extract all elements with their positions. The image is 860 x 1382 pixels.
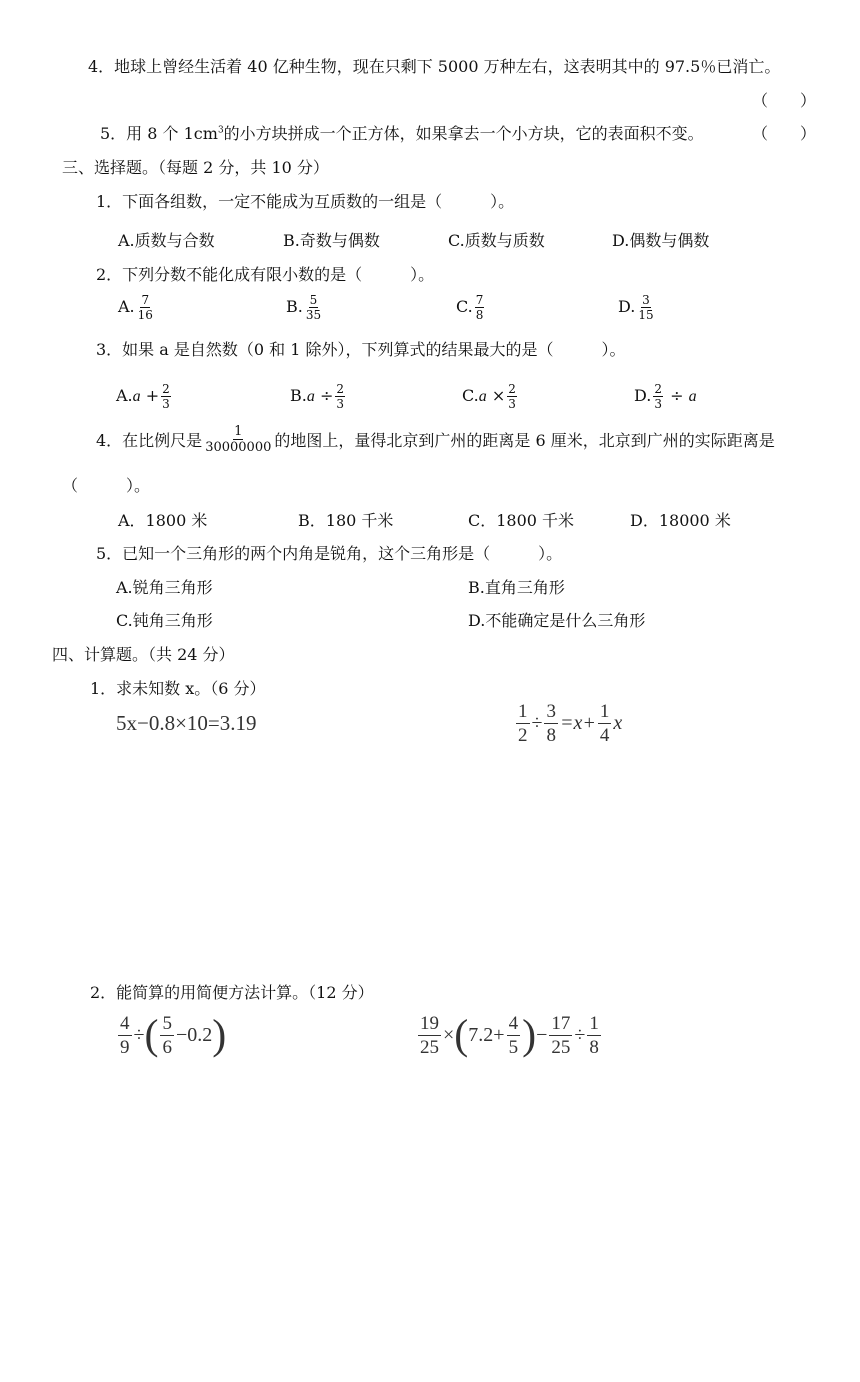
choice-q5-stem: 5．已知一个三角形的两个内角是锐角，这个三角形是（ ）。 — [96, 544, 563, 563]
choice-q4-stem: 4．在比例尺是 $\frac{1}{30000000}$ 的地图上，量得北京到广州的距离是 6 厘米，北京到广州的实际距离是 — [96, 424, 775, 455]
choice-q3-option-d[interactable]: D. $\frac{2}{3}$ ÷ a — [634, 382, 697, 411]
choice-q1-option-b[interactable]: B.奇数与偶数 — [283, 231, 380, 250]
fraction: $\frac{5}{6}$ — [162, 1013, 172, 1058]
fraction: $\frac{1}{4}$ — [599, 701, 610, 746]
choice-q3-option-b[interactable]: B.a ÷ $\frac{2}{3}$ — [290, 382, 344, 411]
choice-q3-stem: 3．如果 a 是自然数（0 和 1 除外），下列算式的结果最大的是（ ）。 — [96, 340, 626, 359]
calc-section-heading: 四、计算题。（共 24 分） — [52, 645, 235, 664]
choice-q1-option-a[interactable]: A.质数与合数 — [118, 231, 215, 250]
choice-q2-stem: 2．下列分数不能化成有限小数的是（ ）。 — [96, 265, 435, 284]
expression-2: $\frac{19}{25}$ ×(7.2+ $\frac{4}{5}$ )− $\frac{17}{25}$ ÷ $\frac{1}{8}$ — [420, 1012, 599, 1059]
calc-sub2-heading: 2．能简算的用简便方法计算。（12 分） — [90, 983, 374, 1002]
fraction: $\frac{2}{3}$ — [654, 382, 662, 411]
choice-q4-option-b[interactable]: B．180 千米 — [298, 511, 394, 530]
equation-2: $\frac{1}{2}$ ÷ $\frac{3}{8}$ =x+ $\frac{1}{4}$ x — [518, 701, 623, 746]
choice-q2-option-b[interactable]: B. $\frac{5}{35}$ — [286, 293, 322, 322]
fraction: $\frac{3}{15}$ — [638, 293, 654, 322]
scale-fraction: $\frac{1}{30000000}$ — [205, 424, 272, 455]
choice-q4-option-c[interactable]: C．1800 千米 — [468, 511, 575, 530]
fraction: $\frac{2}{3}$ — [162, 382, 170, 411]
fraction: $\frac{3}{8}$ — [546, 701, 556, 746]
choice-q1-option-d[interactable]: D.偶数与偶数 — [612, 231, 710, 250]
choice-q5-option-d[interactable]: D.不能确定是什么三角形 — [468, 611, 646, 630]
choice-q5-option-c[interactable]: C.钝角三角形 — [116, 611, 213, 630]
choice-q4-option-a[interactable]: A．1800 米 — [118, 511, 208, 530]
fraction: $\frac{7}{16}$ — [137, 293, 153, 322]
fraction: $\frac{2}{3}$ — [508, 382, 516, 411]
choice-q1-option-c[interactable]: C.质数与质数 — [448, 231, 545, 250]
judge-q5-answer-paren[interactable]: （ ） — [752, 124, 817, 143]
judge-q4-answer-paren[interactable]: （ ） — [752, 91, 817, 110]
choice-q5-option-b[interactable]: B.直角三角形 — [468, 578, 565, 597]
choice-q1-stem: 1．下面各组数，一定不能成为互质数的一组是（ ）。 — [96, 192, 515, 211]
fraction: $\frac{2}{3}$ — [336, 382, 344, 411]
choice-q4-stem-line2: （ ）。 — [62, 476, 151, 495]
fraction: $\frac{17}{25}$ — [551, 1013, 571, 1058]
fraction: $\frac{7}{8}$ — [475, 293, 484, 322]
fraction: $\frac{19}{25}$ — [420, 1013, 439, 1058]
choice-q2-option-d[interactable]: D. $\frac{3}{15}$ — [618, 293, 654, 322]
calc-sub1-heading: 1．求未知数 x。（6 分） — [90, 679, 266, 698]
choice-q3-option-a[interactable]: A.a + $\frac{2}{3}$ — [116, 382, 170, 411]
fraction: $\frac{4}{9}$ — [120, 1013, 130, 1058]
fraction: $\frac{1}{8}$ — [589, 1013, 599, 1058]
fraction: $\frac{1}{2}$ — [518, 701, 528, 746]
judge-q4-text: 4．地球上曾经生活着 40 亿种生物，现在只剩下 5000 万种左右，这表明其中的 97.5％已消亡。 — [88, 57, 781, 76]
choice-q2-option-c[interactable]: C. $\frac{7}{8}$ — [456, 293, 484, 322]
equation-1: 5x−0.8×10=3.19 — [116, 711, 257, 735]
choice-q4-option-d[interactable]: D．18000 米 — [630, 511, 731, 530]
fraction: $\frac{5}{35}$ — [305, 293, 322, 322]
fraction: $\frac{4}{5}$ — [508, 1013, 519, 1058]
choice-q5-option-a[interactable]: A.锐角三角形 — [116, 578, 213, 597]
judge-q5-text: 5．用 8 个 $1cm^3$的小方块拼成一个正方体，如果拿去一个小方块，它的表面积不变。 — [100, 124, 704, 143]
expression-1: $\frac{4}{9}$ ÷( $\frac{5}{6}$ −0.2) — [120, 1012, 227, 1059]
choice-section-heading: 三、选择题。（每题 2 分，共 10 分） — [62, 158, 329, 177]
choice-q2-option-a[interactable]: A. $\frac{7}{16}$ — [118, 293, 153, 322]
choice-q3-option-c[interactable]: C.a × $\frac{2}{3}$ — [462, 382, 516, 411]
